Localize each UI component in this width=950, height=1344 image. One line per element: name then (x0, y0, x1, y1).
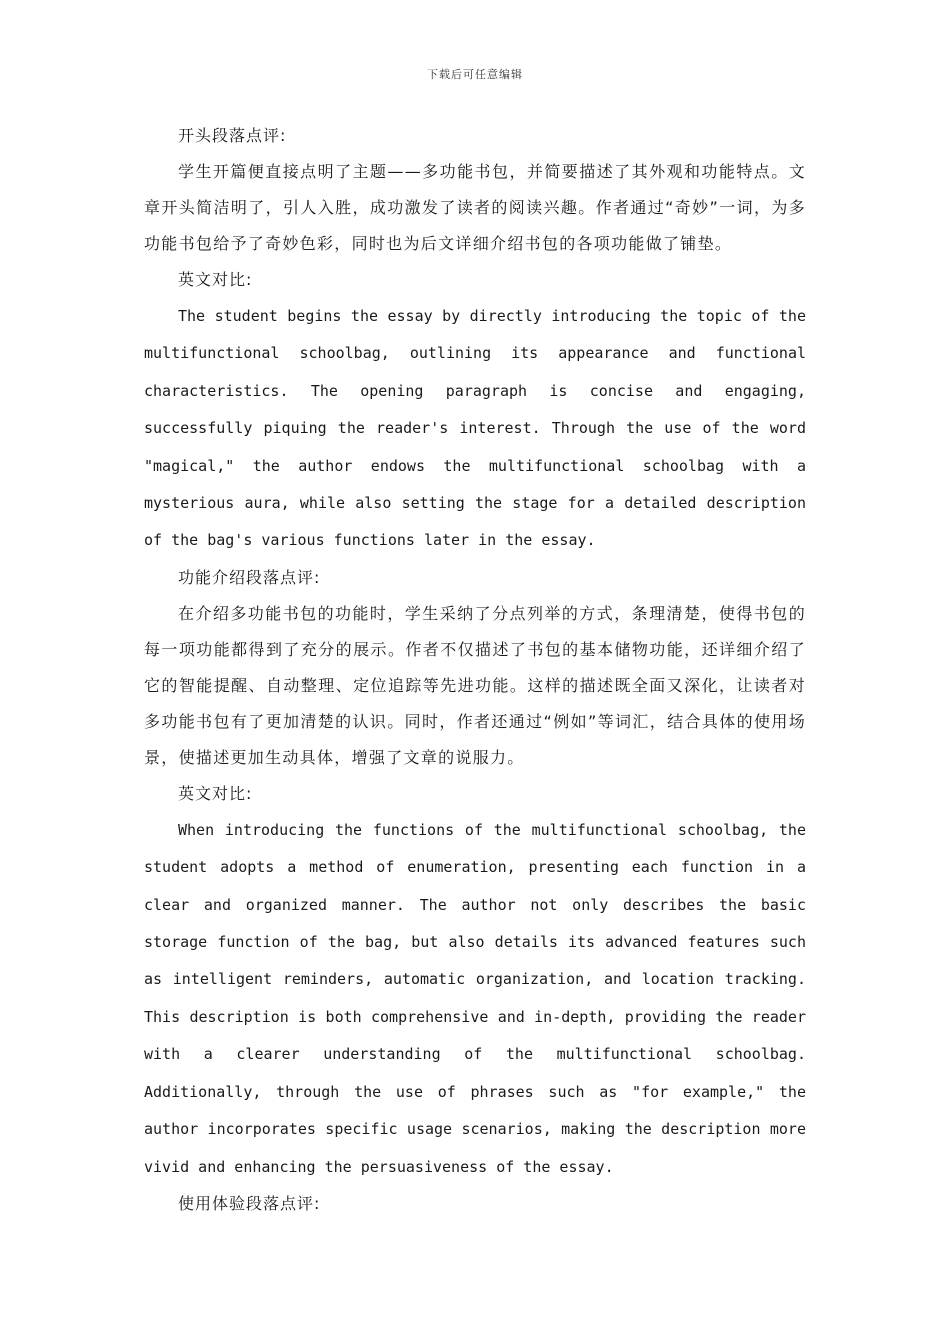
document-body (144, 118, 806, 1222)
page-header: 下载后可任意编辑 (427, 68, 523, 81)
english-paragraph-functions: When introducing the functions of the multifunctional schoolbag, the student adopts a method of enumeration, presenting each function in a clear and organized manner. The author not only describes the basic storage function of the bag, but also details its advanced features such as intelligent reminders, automatic organization, and location tracking. This description is both comprehensive and in-depth, providing the reader with a clearer understanding of the multifunctional schoolbag. Additionally, through the use of phrases such as "for example," the author incorporates specific usage scenarios, making the description more vivid and enhancing the persuasiveness of the essay. (144, 820, 806, 1176)
section-heading-experience: 使用体验段落点评: (178, 1193, 321, 1213)
chinese-paragraph-opening: 学生开篇便直接点明了主题——多功能书包，并简要描述了其外观和功能特点。文章开头简洁明了，引人入胜，成功激发了读者的阅读兴趣。作者通过“奇妙”一词，为多功能书包给予了奇妙色彩，同时也为后文详细介绍书包的各项功能做了铺垫。 (144, 162, 806, 253)
english-comparison-label: 英文对比: (178, 783, 253, 803)
english-comparison-label: 英文对比: (178, 270, 253, 289)
chinese-paragraph-functions: 在介绍多功能书包的功能时，学生采纳了分点列举的方式，条理清楚，使得书包的每一项功能都得到了充分的展示。作者不仅描述了书包的基本储物功能，还详细介绍了它的智能提醒、自动整理、定位追踪等先进功能。这样的描述既全面又深化，让读者对多功能书包有了更加清楚的认识。同时，作者还通过“例如”等词汇，结合具体的使用场景，使描述更加生动具体，增强了文章的说服力。 (144, 603, 806, 767)
section-heading-functions: 功能介绍段落点评: (178, 567, 321, 587)
english-paragraph-opening: The student begins the essay by directly introducing the topic of the multifunctional schoolbag, outlining its appearance and functional characteristics. The opening paragraph is concise and engaging, successfully piquing the reader's interest. Through the use of the word "magical," the author endows the multifunctional schoolbag with a mysterious aura, while also setting the stage for a detailed description of the bag's various functions later in the essay. (144, 307, 806, 550)
section-heading-opening: 开头段落点评: (178, 126, 287, 145)
